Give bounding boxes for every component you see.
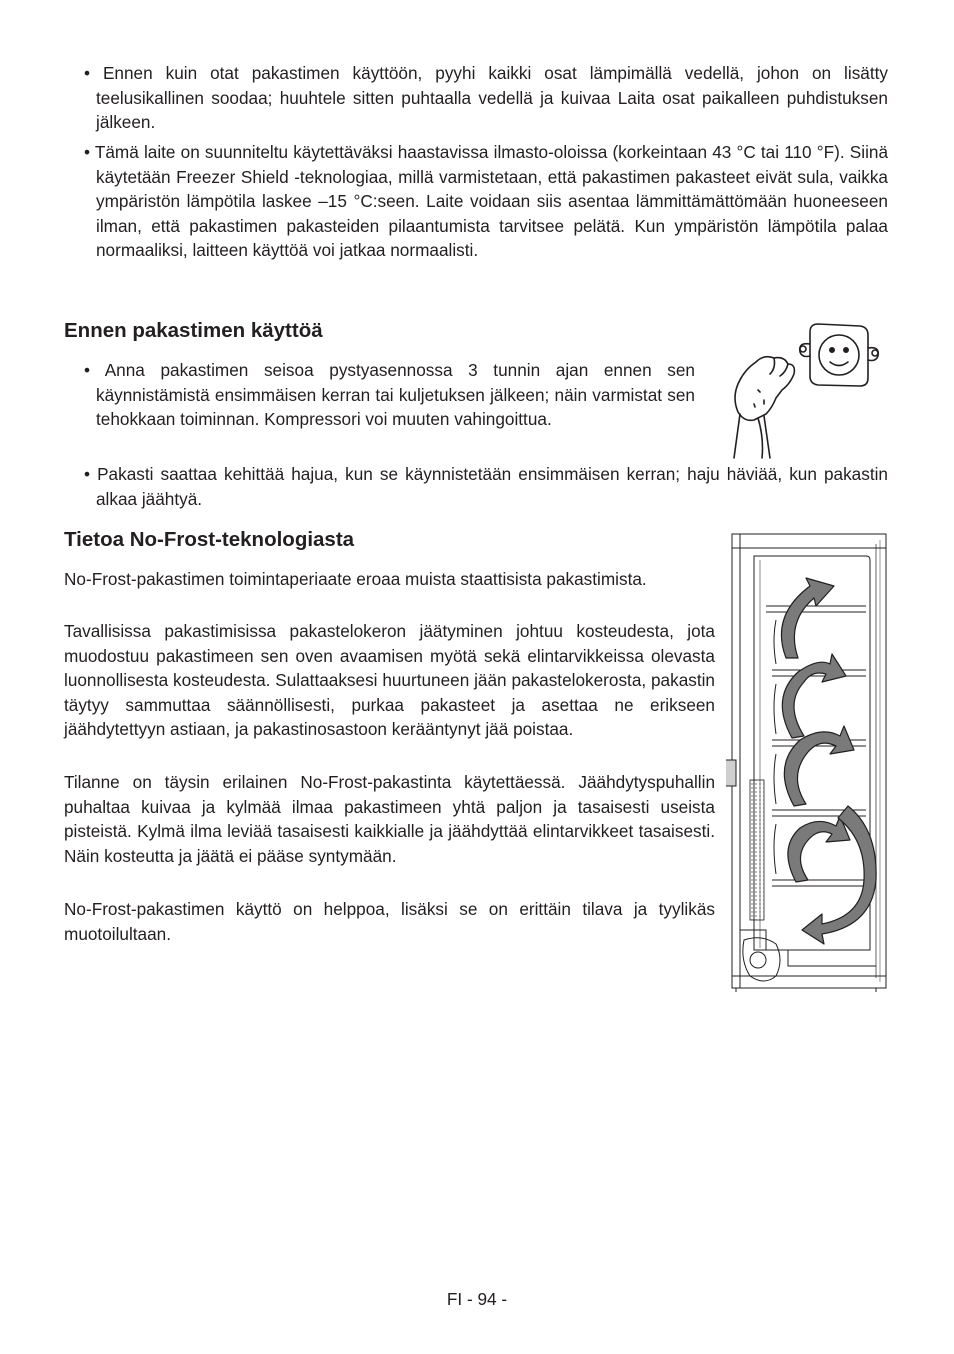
before-use-bullet-1: • Anna pakastimen seisoa pystyasennossa 3 tunnin ajan ennen sen käynnistämistä ensimmäisen kerran tai kuljetuksen jälkeen; näin varmistat sen tehokkaan toiminnan. Kompressori voi muuten vahingoittua. — [84, 360, 695, 430]
no-frost-paragraph-3: Tilanne on täysin erilainen No-Frost-pakastinta käytettäessä. Jäähdytyspuhallin puhaltaa kuivaa ja kylmää ilmaa pakastimeen yhtä paljon ja tasaisesti useista pisteistä. Kylmä ilma leviää tasaisesti kaikkialle ja jäähdyttää elintarvikkeet tasaisesti. Näin kosteutta ja jäätä ei pääse syntymään. — [64, 772, 715, 866]
intro-bullet-2: • Tämä laite on suunniteltu käytettäväksi haastavissa ilmasto-oloissa (korkeintaan 43 °C tai 110 °F). Siinä käytetään Freezer Shield -teknologiaa, millä varmistetaan, että pakastimen pakasteet eivät sula, vaikka ympäristön lämpötila laskee –15 °C:seen. Laite voidaan siis asentaa lämmittämättömään huoneeseen ilman, että pakastimen pakasteiden pilaantumista tarvitsee pelätä. Kun ympäristön lämpötila palaa normaaliksi, laitteen käyttöä voi jatkaa normaalisti. — [84, 142, 889, 261]
no-frost-paragraph-4: No-Frost-pakastimen käyttö on helppoa, lisäksi se on erittäin tilava ja tyylikäs muotoilultaan. — [64, 899, 715, 944]
intro-bullet-1: • Ennen kuin otat pakastimen käyttöön, pyyhi kaikki osat lämpimällä vedellä, johon on lisätty teelusikallinen soodaa; huuhtele sitten puhtaalla vedellä ja kuivaa Laita osat paikalleen puhdistuksen jälkeen. — [84, 63, 888, 133]
no-frost-paragraph-1: No-Frost-pakastimen toimintaperiaate eroaa muista staattisista pakastimista. — [64, 569, 647, 589]
page-number: FI - 94 - — [446, 1289, 508, 1309]
no-frost-airflow-diagram — [726, 530, 892, 992]
no-frost-paragraph-2: Tavallisissa pakastimisissa pakastelokeron jäätyminen johtuu kosteudesta, jota muodostuu pakastimeen sen oven avaamisen myötä sekä elintarvikkeissa olevasta luonnollisesta kosteudesta. Sulattaaksesi huurtuneen jään pakastelokerosta, pakastin täytyy sammuttaa säännöllisesti, purkaa pakasteet ja asettaa ne erikseen jäähdytettyyn astiaan, ja pakastinosastoon kerääntynyt jää poistaa. — [64, 621, 715, 740]
section-heading-before-use: Ennen pakastimen käyttöä — [64, 319, 323, 342]
before-use-bullet-2: • Pakasti saattaa kehittää hajua, kun se käynnistetään ensimmäisen kerran; haju häviää, kun pakastin alkaa jäähtyä. — [84, 464, 888, 509]
section-heading-no-frost: Tietoa No-Frost-teknologiasta — [64, 528, 355, 551]
hand-plug-illustration — [718, 318, 888, 463]
